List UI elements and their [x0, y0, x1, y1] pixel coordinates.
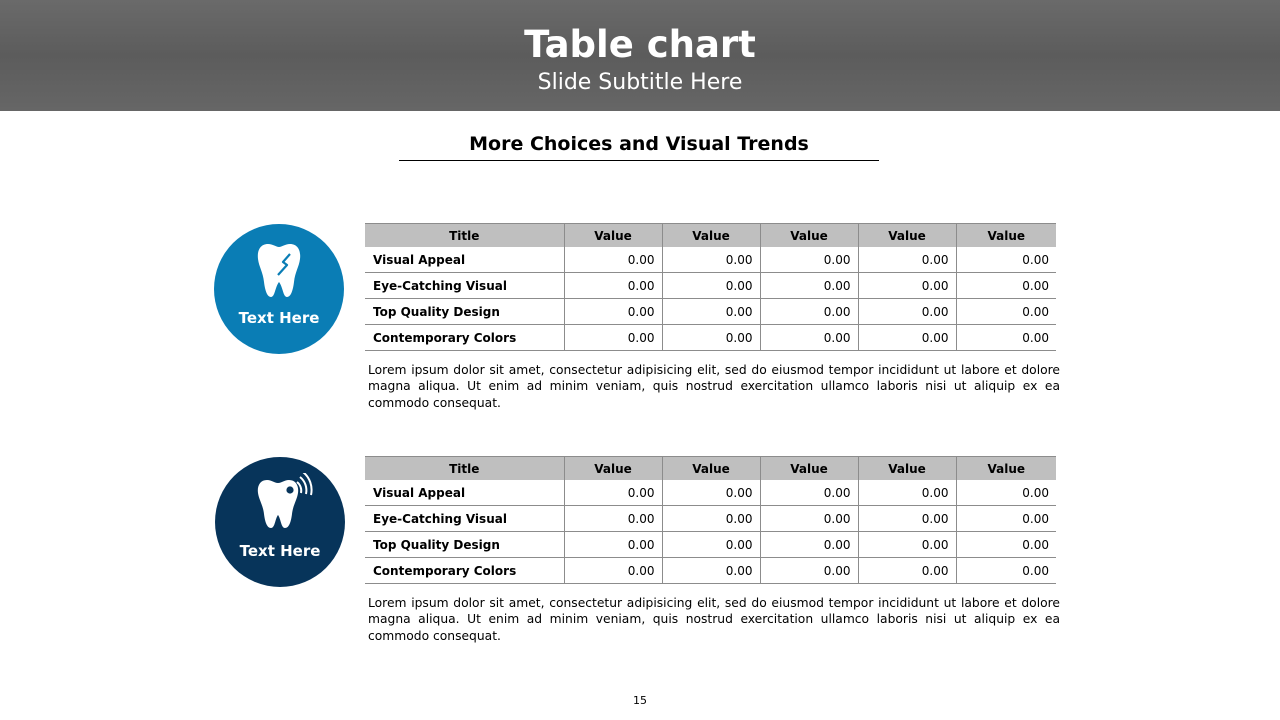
badge-circle-1: [214, 224, 344, 354]
cell-value: 0.00: [662, 480, 760, 506]
slide-subtitle: Slide Subtitle Here: [537, 70, 743, 95]
column-header: Value: [662, 457, 760, 481]
page-number: 15: [633, 694, 647, 707]
cell-value: 0.00: [760, 325, 858, 351]
column-header: Value: [956, 224, 1056, 248]
cell-value: 0.00: [564, 273, 662, 299]
cell-value: 0.00: [564, 532, 662, 558]
cell-value: 0.00: [662, 325, 760, 351]
cell-value: 0.00: [662, 299, 760, 325]
data-table-2: [365, 456, 1056, 584]
table-row: [365, 325, 1056, 351]
column-header: Value: [662, 224, 760, 248]
column-header: Title: [365, 457, 564, 481]
slide-header: [0, 0, 1280, 111]
badge-circle-2: [215, 457, 345, 587]
cell-value: 0.00: [956, 299, 1056, 325]
table-row: [365, 273, 1056, 299]
row-title: Top Quality Design: [365, 299, 564, 325]
cell-value: 0.00: [760, 273, 858, 299]
row-title: Visual Appeal: [365, 247, 564, 273]
cell-value: 0.00: [858, 558, 956, 584]
cell-value: 0.00: [858, 480, 956, 506]
column-header: Value: [760, 457, 858, 481]
cell-value: 0.00: [858, 247, 956, 273]
table-row: [365, 506, 1056, 532]
badge-label: Text Here: [239, 542, 321, 560]
row-title: Contemporary Colors: [365, 325, 564, 351]
table-row: [365, 480, 1056, 506]
data-table-1: [365, 223, 1056, 351]
column-header: Value: [564, 457, 662, 481]
cell-value: 0.00: [956, 532, 1056, 558]
column-header: Value: [858, 457, 956, 481]
cell-value: 0.00: [956, 506, 1056, 532]
row-title: Visual Appeal: [365, 480, 564, 506]
table-row: [365, 247, 1056, 273]
table-header-row: [365, 224, 1056, 248]
section-heading: More Choices and Visual Trends: [469, 133, 809, 155]
row-title: Eye-Catching Visual: [365, 273, 564, 299]
column-header: Value: [564, 224, 662, 248]
cell-value: 0.00: [858, 506, 956, 532]
cell-value: 0.00: [564, 480, 662, 506]
cell-value: 0.00: [662, 273, 760, 299]
badge-label: Text Here: [238, 309, 320, 327]
cell-value: 0.00: [564, 247, 662, 273]
heading-underline: [399, 160, 879, 161]
row-title: Top Quality Design: [365, 532, 564, 558]
cell-value: 0.00: [858, 325, 956, 351]
cell-value: 0.00: [956, 247, 1056, 273]
row-title: Eye-Catching Visual: [365, 506, 564, 532]
cell-value: 0.00: [858, 273, 956, 299]
description-paragraph: Lorem ipsum dolor sit amet, consectetur adipisicing elit, sed do eiusmod tempor incididunt ut labore et dolore magna aliqua. Ut enim ad minim veniam, quis nostrud exercitation ullamco laboris nisi ut aliquip ex ea commodo consequat.: [368, 596, 1060, 643]
cell-value: 0.00: [956, 558, 1056, 584]
cell-value: 0.00: [760, 558, 858, 584]
table-row: [365, 558, 1056, 584]
cell-value: 0.00: [564, 558, 662, 584]
cell-value: 0.00: [760, 247, 858, 273]
cell-value: 0.00: [564, 506, 662, 532]
cell-value: 0.00: [662, 558, 760, 584]
column-header: Title: [365, 224, 564, 248]
cell-value: 0.00: [760, 506, 858, 532]
table-row: [365, 532, 1056, 558]
tooth-signal-icon: [255, 473, 315, 533]
cell-value: 0.00: [956, 325, 1056, 351]
column-header: Value: [760, 224, 858, 248]
cell-value: 0.00: [858, 299, 956, 325]
cell-value: 0.00: [662, 247, 760, 273]
cell-value: 0.00: [564, 299, 662, 325]
description-paragraph: Lorem ipsum dolor sit amet, consectetur adipisicing elit, sed do eiusmod tempor incididunt ut labore et dolore magna aliqua. Ut enim ad minim veniam, quis nostrud exercitation ullamco laboris nisi ut aliquip ex ea commodo consequat.: [368, 363, 1060, 410]
cell-value: 0.00: [662, 532, 760, 558]
column-header: Value: [858, 224, 956, 248]
column-header: Value: [956, 457, 1056, 481]
cell-value: 0.00: [956, 480, 1056, 506]
row-title: Contemporary Colors: [365, 558, 564, 584]
cell-value: 0.00: [760, 480, 858, 506]
cracked-tooth-icon: [254, 240, 304, 300]
cell-value: 0.00: [760, 299, 858, 325]
table-header-row: [365, 457, 1056, 481]
cell-value: 0.00: [564, 325, 662, 351]
cell-value: 0.00: [662, 506, 760, 532]
cell-value: 0.00: [760, 532, 858, 558]
slide-title: Table chart: [524, 23, 756, 66]
cell-value: 0.00: [858, 532, 956, 558]
cell-value: 0.00: [956, 273, 1056, 299]
table-row: [365, 299, 1056, 325]
